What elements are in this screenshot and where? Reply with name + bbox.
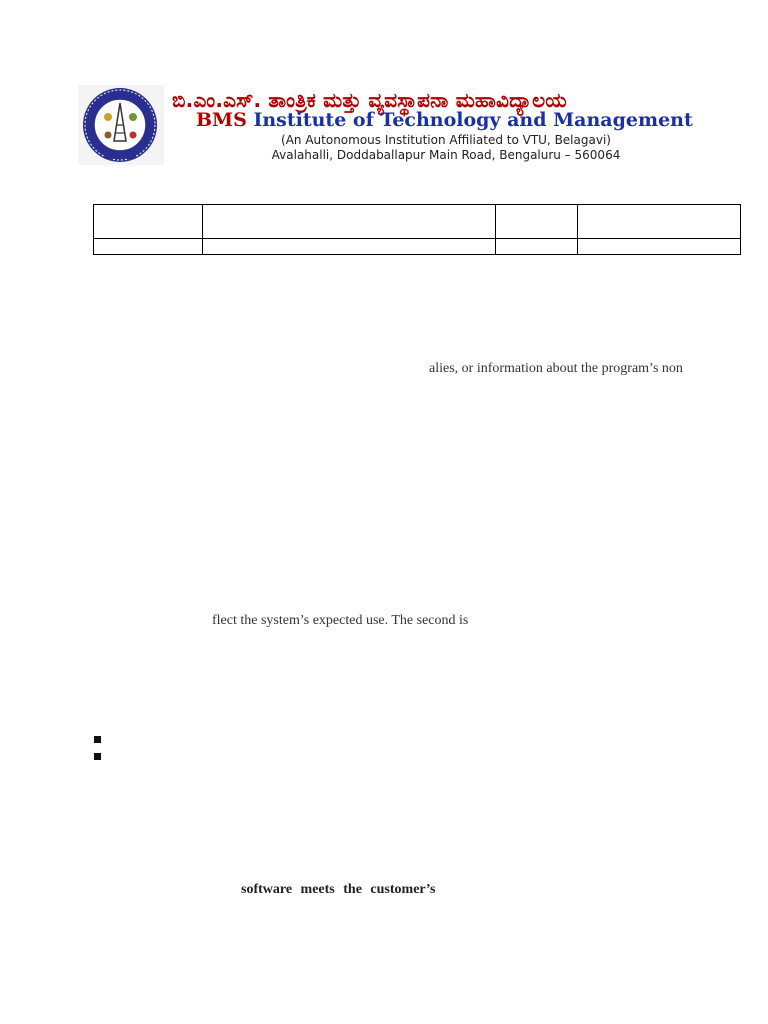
details-table <box>93 204 741 255</box>
table-cell <box>496 239 578 255</box>
institute-name-prefix: BMS <box>196 109 247 131</box>
text-fragment: alies, or information about the program’s non <box>429 361 683 376</box>
table-row <box>94 205 741 239</box>
table-row <box>94 239 741 255</box>
institute-name <box>196 109 693 131</box>
text-fragment: flect the system’s expected use. The second is <box>212 613 469 628</box>
table-cell <box>203 205 496 239</box>
table-cell <box>578 239 741 255</box>
table-cell <box>203 239 496 255</box>
bullet-square-icon <box>94 736 101 743</box>
bullet-square-icon <box>94 753 101 760</box>
institute-name-kannada: ಬಿ.ಎಂ.ಎಸ್. ತಾಂತ್ರಿಕ ಮತ್ತು ವ್ಯವಸ್ಥಾಪನಾ ಮಹಾವಿದ್ಯಾಲಯ <box>172 88 567 112</box>
table-cell <box>578 205 741 239</box>
table-cell <box>94 205 203 239</box>
institute-name-rest: Institute of Technology and Management <box>253 109 693 131</box>
affiliation-line: (An Autonomous Institution Affiliated to VTU, Belagavi) <box>281 133 611 147</box>
table-cell <box>94 239 203 255</box>
text-fragment: software meets the customer’s <box>241 882 436 897</box>
address-line: Avalahalli, Doddaballapur Main Road, Bengaluru – 560064 <box>271 148 621 162</box>
table-cell <box>496 205 578 239</box>
